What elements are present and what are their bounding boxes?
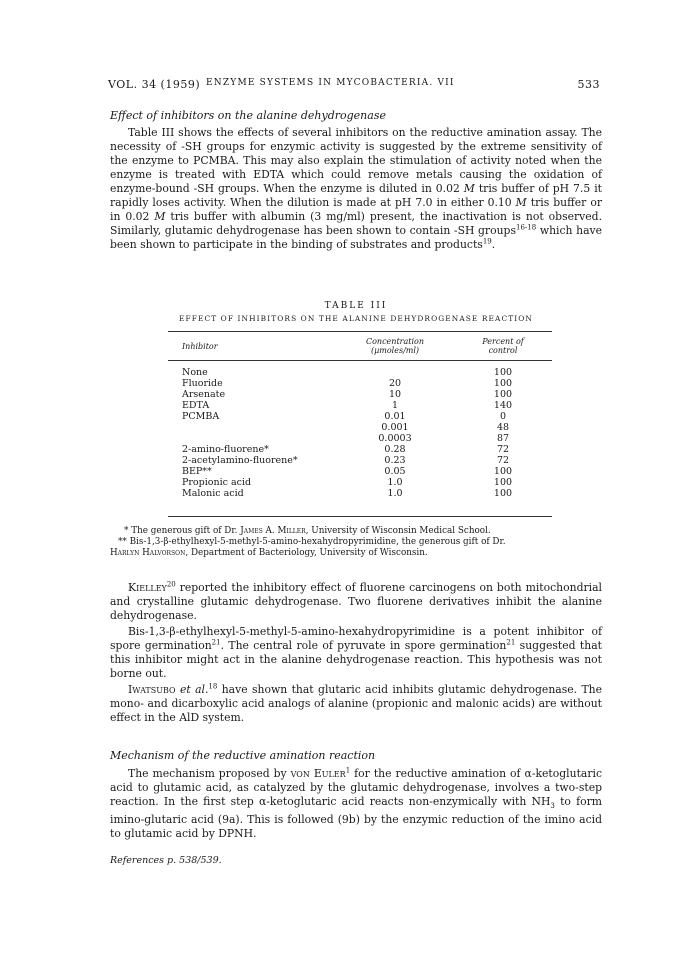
- paragraph-mechanism: The mechanism proposed by von Euler$^1$ for the reductive amination of α-ketoglutaric acid to glutamic acid, as catalyzed by the glutamic dehydrogenase, involves a two-step reaction. In the first step α-ketoglutaric acid reacts non-enzymically with $NH_3$ to form imino-glutaric acid (9a). This is followed (9b) by the enzymic reduction of the imino acid to glutamic acid by DPNH.: [110, 766, 603, 841]
- footnote-2-continued: Harlyn Halvorson, Department of Bacteriology, University of Wisconsin.: [110, 548, 428, 558]
- table-label: TABLE III: [324, 301, 388, 311]
- column-header-percent: Percent of control: [482, 337, 524, 355]
- table-bottom-rule: [168, 516, 552, 517]
- table-row: 2-acetylamino-fluorene* 0.23 72: [182, 455, 510, 466]
- paragraph-iwatsubo: Iwatsubo et al.$^{18}$ have shown that glutaric acid inhibits glutamic dehydrogenase. The mono- and dicarboxylic acid analogs of alanine (propionic and malonic acids) are without effect in the AlD system.: [110, 682, 603, 724]
- table-row: 0.001 48: [381, 422, 510, 433]
- table-row: EDTA 1 140: [182, 400, 513, 411]
- table-header: [168, 337, 552, 357]
- section-heading-inhibitors: Effect of inhibitors on the alanine dehydrogenase: [110, 109, 386, 122]
- footnote-1: * The generous gift of Dr. James A. Miller, University of Wisconsin Medical School.: [124, 526, 491, 536]
- running-head: [108, 78, 600, 94]
- table-body: [168, 367, 552, 507]
- running-title: ENZYME SYSTEMS IN MYCOBACTERIA. VII: [206, 78, 455, 88]
- page-number: 533: [577, 78, 600, 91]
- column-header-concentration: Concentration (µmoles/ml): [365, 337, 424, 355]
- volume-info: VOL. 34 (1959): [108, 78, 201, 91]
- table-row: 0.0003 87: [378, 433, 510, 444]
- section-heading-mechanism: Mechanism of the reductive amination reaction: [110, 749, 376, 762]
- table-row: Fluoride 20 100: [182, 378, 513, 389]
- column-header-inhibitor: Inhibitor: [182, 342, 218, 351]
- references-note: References p. 538/539.: [110, 855, 222, 866]
- table-row: Malonic acid 1.0 100: [182, 488, 513, 499]
- table-top-rule: [168, 331, 552, 332]
- table-row: Arsenate 10 100: [182, 389, 513, 400]
- table-caption: EFFECT OF INHIBITORS ON THE ALANINE DEHYDROGENASE REACTION: [179, 314, 533, 323]
- table-footnotes: [110, 526, 602, 559]
- table-row: 2-amino-fluorene* 0.28 72: [182, 444, 510, 455]
- paragraph-bis: Bis-1,3-β-ethylhexyl-5-methyl-5-amino-hexahydropyrimidine is a potent inhibitor of spore germination$^{21}$. The central role of pyruvate in spore germination$^{21}$ suggested that this inhibitor might act in the alanine dehydrogenase reaction. This hypothesis was not borne out.: [110, 625, 603, 680]
- paragraph-inhibitor-effects: Table III shows the effects of several inhibitors on the reductive amination assay. The necessity of -SH groups for enzymic activity is suggested by the extreme sensitivity of the enzyme to PCMBA. This may also explain the stimulation of activity noted when the enzyme is treated with EDTA which could remove metals causing the oxidation of enzyme-bound -SH groups. When the enzyme is diluted in 0.02 M tris buffer of pH 7.5 it rapidly loses activity. When the dilution is made at pH 7.0 in either 0.10 M tris buffer or in 0.02 M tris buffer with albumin (3 mg/ml) present, the inactivation is not observed. Similarly, glutamic dehydrogenase has been shown to contain -SH groups$^{16-18}$ which have been shown to participate in the binding of substrates and products$^{19}$.: [110, 126, 603, 251]
- table-header-rule: [168, 360, 552, 361]
- footnote-2: ** Bis-1,3-β-ethylhexyl-5-methyl-5-amino-hexahydropyrimidine, the generous gift of Dr.: [118, 537, 506, 547]
- table-row: BEP** 0.05 100: [182, 466, 513, 477]
- table-row: PCMBA 0.01 0: [182, 411, 507, 422]
- table-row: Propionic acid 1.0 100: [182, 477, 513, 488]
- table-row: None 100: [182, 367, 513, 378]
- paragraph-kielley: Kielley$^{20}$ reported the inhibitory effect of fluorene carcinogens on both mitochondrial and crystalline glutamic dehydrogenase. Two fluorene derivatives inhibit the alanine dehydrogenase.: [110, 580, 602, 622]
